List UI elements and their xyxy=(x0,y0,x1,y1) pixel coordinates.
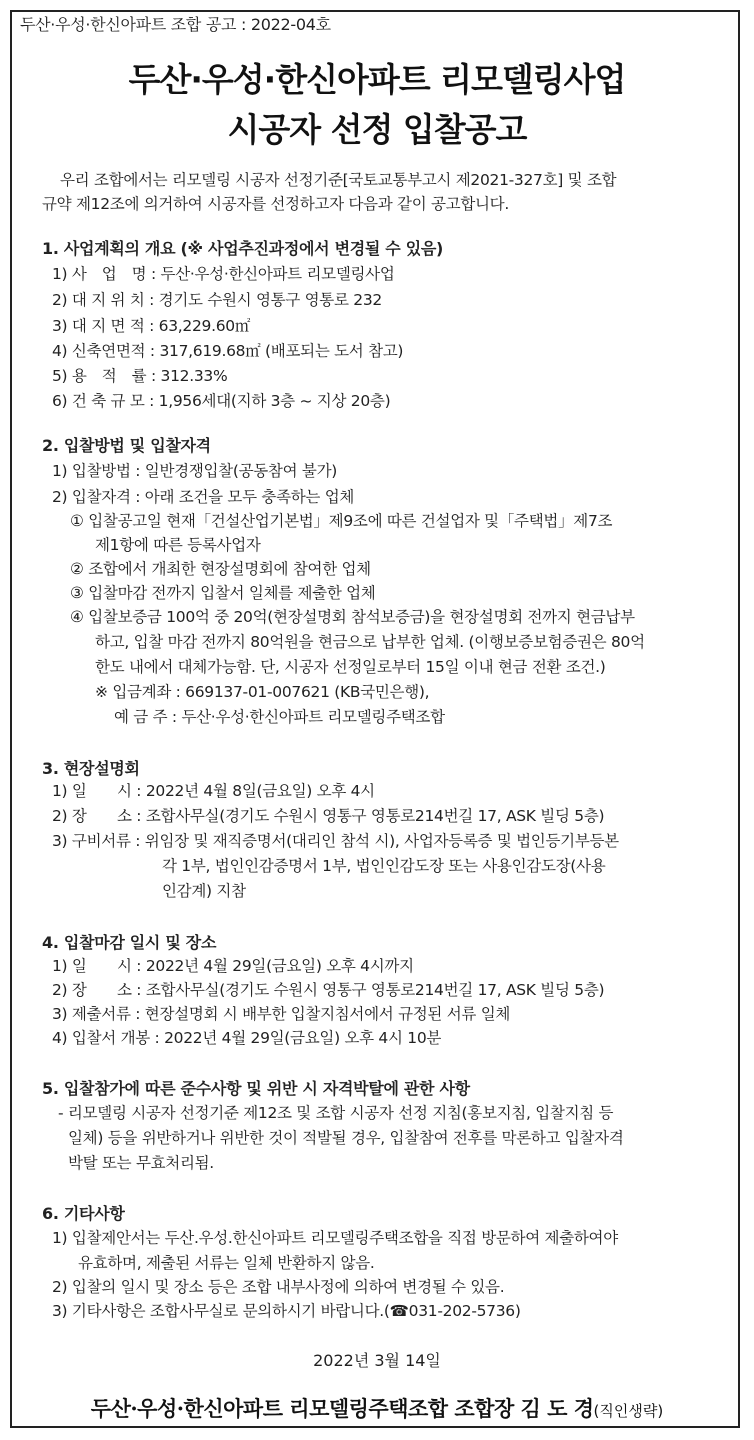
section-6-line: 1) 입찰제안서는 두산.우성.한신아파트 리모델링주택조합을 직접 방문하여 제출하여야 xyxy=(52,1229,618,1247)
section-2-line: ① 입찰공고일 현재「건설산업기본법」제9조에 따른 건설업자 및「주택법」제7조 xyxy=(70,512,613,530)
section-2-line: ④ 입찰보증금 100억 중 20억(현장설명회 참석보증금)을 현장설명회 전까지 현금납부 xyxy=(70,608,635,626)
section-2-line: 2) 입찰자격 : 아래 조건을 모두 충족하는 업체 xyxy=(52,488,355,506)
section-2-line: 1) 입찰방법 : 일반경쟁입찰(공동참여 불가) xyxy=(52,462,338,480)
notice-subtitle: 시공자 선정 입찰공고 xyxy=(227,110,527,149)
intro-line: 규약 제12조에 의거하여 시공자를 선정하고자 다음과 같이 공고합니다. xyxy=(42,195,509,213)
section-3-line: 각 1부, 법인인감증명서 1부, 법인인감도장 또는 사용인감도장(사용 xyxy=(162,857,606,875)
section-1-item: 2) 대 지 위 치 : 경기도 수원시 영통구 영통로 232 xyxy=(52,291,382,309)
notice-date: 2022년 3월 14일 xyxy=(313,1351,441,1370)
section-1-item: 3) 대 지 면 적 : 63,229.60㎡ xyxy=(52,317,251,335)
section-4-line: 1) 일 시 : 2022년 4월 29일(금요일) 오후 4시까지 xyxy=(52,957,414,975)
section-1-item: 4) 신축연면적 : 317,619.68㎡ (배포되는 도서 참고) xyxy=(52,342,404,360)
signature-text: 두산·우성·한신아파트 리모델링주택조합 조합장 김 도 경 xyxy=(90,1396,594,1421)
section-2-line: 제1항에 따른 등록사업자 xyxy=(95,536,261,554)
seal-omitted-note: (직인생략) xyxy=(593,1402,664,1420)
section-4-heading: 4. 입찰마감 일시 및 장소 xyxy=(42,933,217,952)
section-5-line: - 리모델링 시공자 선정기준 제12조 및 조합 시공자 선정 지침(홍보지침, 입찰지침 등 xyxy=(58,1104,614,1122)
section-2-line: ③ 입찰마감 전까지 입찰서 일체를 제출한 업체 xyxy=(70,584,376,602)
section-4-line: 2) 장 소 : 조합사무실(경기도 수원시 영통구 영통로214번길 17, ASK 빌딩 5층) xyxy=(52,981,605,999)
section-2-heading: 2. 입찰방법 및 입찰자격 xyxy=(42,436,211,455)
notice-title: 두산·우성·한신아파트 리모델링사업 xyxy=(128,60,626,99)
section-4-line: 3) 제출서류 : 현장설명회 시 배부한 입찰지침서에서 규정된 서류 일체 xyxy=(52,1005,511,1023)
section-6-heading: 6. 기타사항 xyxy=(42,1204,125,1223)
section-2-line: 한도 내에서 대체가능함. 단, 시공자 선정일로부터 15일 이내 현금 전환 조건.) xyxy=(95,658,606,676)
section-5-heading: 5. 입찰참가에 따른 준수사항 및 위반 시 자격박탈에 관한 사항 xyxy=(42,1079,470,1098)
section-3-line: 2) 장 소 : 조합사무실(경기도 수원시 영통구 영통로214번길 17, ASK 빌딩 5층) xyxy=(52,807,605,825)
section-3-line: 3) 구비서류 : 위임장 및 재직증명서(대리인 참석 시), 사업자등록증 및 법인등기부등본 xyxy=(52,832,619,850)
section-5-line: 박탈 또는 무효처리됨. xyxy=(68,1154,214,1172)
intro-line: 우리 조합에서는 리모델링 시공자 선정기준[국토교통부고시 제2021-327호] 및 조합 xyxy=(60,171,617,189)
section-2-line: ② 조합에서 개최한 현장설명회에 참여한 업체 xyxy=(70,560,371,578)
section-3-heading: 3. 현장설명회 xyxy=(42,759,140,778)
notice-reference: 두산·우성·한신아파트 조합 공고 : 2022-04호 xyxy=(20,15,331,34)
section-5-line: 일체) 등을 위반하거나 위반한 것이 적발될 경우, 입찰참여 전후를 막론하고 입찰자격 xyxy=(68,1129,624,1147)
section-2-line: 하고, 입찰 마감 전까지 80억원을 현금으로 납부한 업체. (이행보증보험증권은 80억 xyxy=(95,633,645,651)
section-6-line: 3) 기타사항은 조합사무실로 문의하시기 바랍니다.(☎031-202-5736) xyxy=(52,1302,521,1320)
section-1-item: 1) 사 업 명 : 두산·우성·한신아파트 리모델링사업 xyxy=(52,265,395,283)
section-1-heading: 1. 사업계획의 개요 (※ 사업추진과정에서 변경될 수 있음) xyxy=(42,239,444,258)
section-1-item: 6) 건 축 규 모 : 1,956세대(지하 3층 ~ 지상 20층) xyxy=(52,392,391,410)
section-3-line: 인감계) 지참 xyxy=(162,882,246,900)
section-6-line: 2) 입찰의 일시 및 장소 등은 조합 내부사정에 의하여 변경될 수 있음. xyxy=(52,1278,505,1296)
section-3-line: 1) 일 시 : 2022년 4월 8일(금요일) 오후 4시 xyxy=(52,782,375,800)
section-6-line: 유효하며, 제출된 서류는 일체 반환하지 않음. xyxy=(78,1254,375,1272)
section-4-line: 4) 입찰서 개봉 : 2022년 4월 29일(금요일) 오후 4시 10분 xyxy=(52,1029,442,1047)
section-2-line: 예 금 주 : 두산·우성·한신아파트 리모델링주택조합 xyxy=(114,708,445,726)
signature-line xyxy=(0,1393,754,1423)
section-1-item: 5) 용 적 률 : 312.33% xyxy=(52,367,228,385)
section-2-line: ※ 입금계좌 : 669137-01-007621 (KB국민은행), xyxy=(95,683,430,701)
